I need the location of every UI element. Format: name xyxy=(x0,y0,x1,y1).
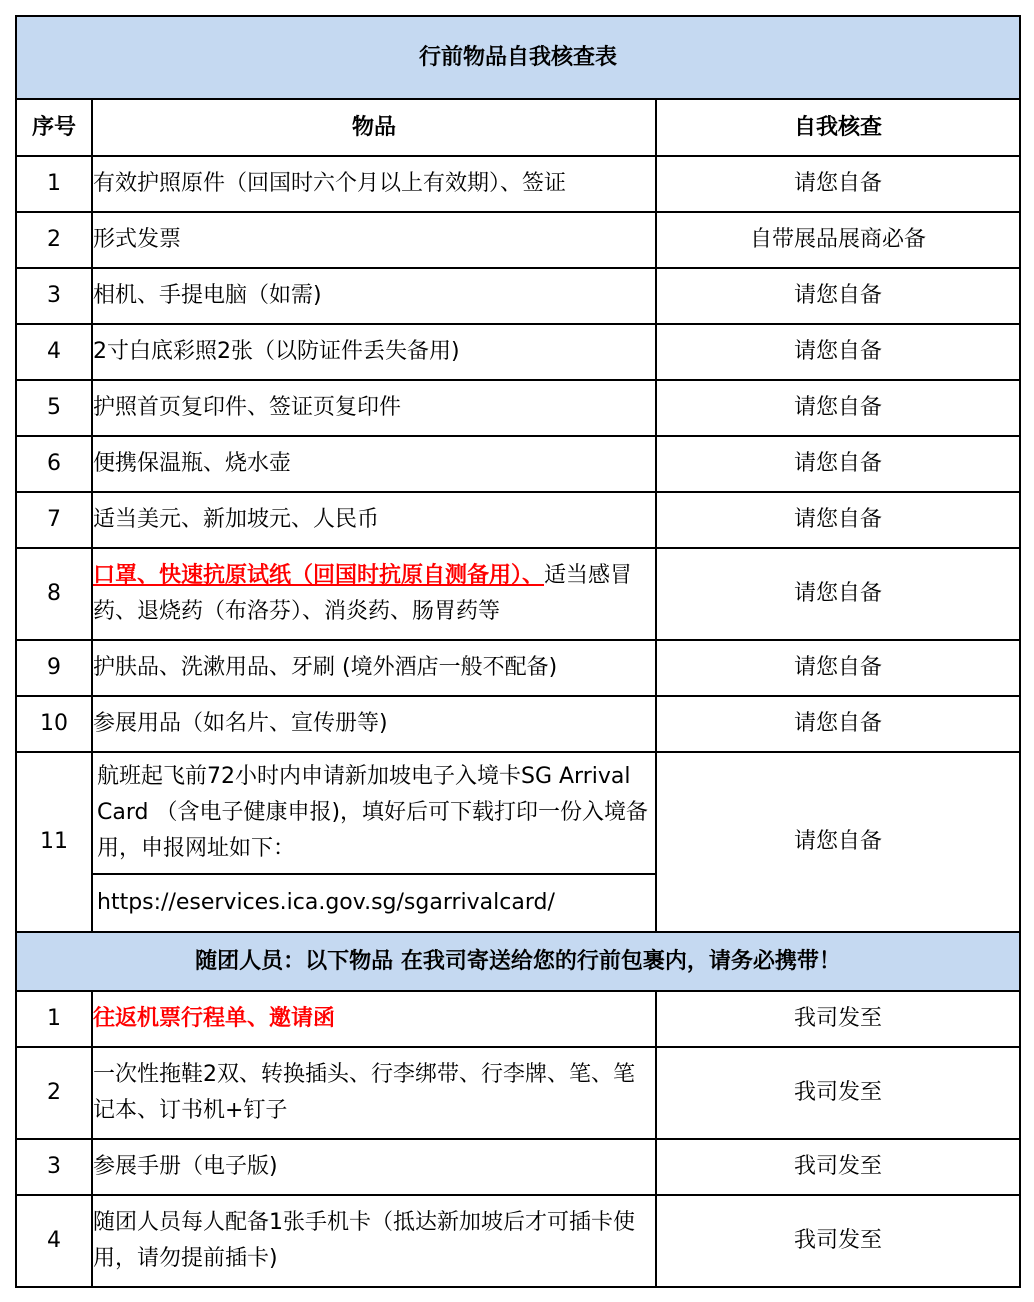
row-number: 7 xyxy=(16,492,92,548)
table-row xyxy=(16,1139,1020,1195)
row-check: 请您自备 xyxy=(656,436,1020,492)
row-check: 请您自备 xyxy=(656,696,1020,752)
table-row xyxy=(16,492,1020,548)
highlight-text: 往返机票行程单、邀请函 xyxy=(93,1006,336,1031)
row-number: 10 xyxy=(16,696,92,752)
row-number: 2 xyxy=(16,212,92,268)
row-check: 自带展品展商必备 xyxy=(656,212,1020,268)
row-item-text: 适当感冒药、退烧药（布洛芬）、消炎药、肠胃药等 xyxy=(93,563,633,624)
table-row xyxy=(16,1047,1020,1139)
row-check: 请您自备 xyxy=(656,380,1020,436)
row-item: 便携保温瓶、烧水壶 xyxy=(92,436,656,492)
row-item: 参展手册（电子版) xyxy=(92,1139,656,1195)
row-check: 请您自备 xyxy=(656,156,1020,212)
row-item: 有效护照原件（回国时六个月以上有效期）、签证 xyxy=(92,156,656,212)
row-check: 我司发至 xyxy=(656,1139,1020,1195)
row-check: 请您自备 xyxy=(656,324,1020,380)
table-row xyxy=(16,548,1020,640)
table-row xyxy=(16,752,1020,932)
row-item: 参展用品（如名片、宣传册等) xyxy=(92,696,656,752)
row-check: 我司发至 xyxy=(656,1047,1020,1139)
url-text[interactable]: https://eservices.ica.gov.sg/sgarrivalcard/ xyxy=(97,890,555,915)
row-item: 一次性拖鞋2双、转换插头、行李绑带、行李牌、笔、笔记本、订书机+钉子 xyxy=(92,1047,656,1139)
row-item-text: 航班起飞前72小时内申请新加坡电子入境卡SG Arrival Card （含电子健康申报)，填好后可下载打印一份入境备用，申报网址如下： xyxy=(97,764,649,861)
header-no: 序号 xyxy=(16,99,92,156)
row-number: 9 xyxy=(16,640,92,696)
row-item: 2寸白底彩照2张（以防证件丢失备用) xyxy=(92,324,656,380)
table-title: 行前物品自我核查表 xyxy=(16,16,1020,99)
row-item: 随团人员每人配备1张手机卡（抵达新加坡后才可插卡使用，请勿提前插卡) xyxy=(92,1195,656,1287)
row-check: 我司发至 xyxy=(656,991,1020,1047)
row-number: 5 xyxy=(16,380,92,436)
header-check: 自我核查 xyxy=(656,99,1020,156)
table-row xyxy=(16,436,1020,492)
row-item: 相机、手提电脑（如需) xyxy=(92,268,656,324)
table-row xyxy=(16,1195,1020,1287)
row-number: 4 xyxy=(16,1195,92,1287)
row-number: 8 xyxy=(16,548,92,640)
row-number: 3 xyxy=(16,1139,92,1195)
table-row xyxy=(16,991,1020,1047)
row-check: 请您自备 xyxy=(656,752,1020,932)
row-number: 11 xyxy=(16,752,92,932)
table-row xyxy=(16,380,1020,436)
row-item xyxy=(92,548,656,640)
row-item xyxy=(92,991,656,1047)
row-check: 请您自备 xyxy=(656,548,1020,640)
header-item: 物品 xyxy=(92,99,656,156)
table-row xyxy=(16,268,1020,324)
table-row xyxy=(16,696,1020,752)
row-check: 请您自备 xyxy=(656,492,1020,548)
row-number: 6 xyxy=(16,436,92,492)
arrival-card-url[interactable] xyxy=(93,875,655,931)
table-row xyxy=(16,640,1020,696)
row-check: 请您自备 xyxy=(656,640,1020,696)
checklist-table xyxy=(15,15,1021,1288)
row-item: 护照首页复印件、签证页复印件 xyxy=(92,380,656,436)
table-row xyxy=(16,156,1020,212)
arrival-card-instructions xyxy=(93,753,655,875)
row-item xyxy=(92,752,656,932)
section-header: 随团人员：以下物品 在我司寄送给您的行前包裹内，请务必携带！ xyxy=(16,932,1020,991)
row-item: 形式发票 xyxy=(92,212,656,268)
row-number: 1 xyxy=(16,156,92,212)
row-number: 3 xyxy=(16,268,92,324)
table-row xyxy=(16,324,1020,380)
table-row xyxy=(16,212,1020,268)
row-item: 护肤品、洗漱用品、牙刷 (境外酒店一般不配备) xyxy=(92,640,656,696)
row-check: 请您自备 xyxy=(656,268,1020,324)
row-number: 2 xyxy=(16,1047,92,1139)
row-check: 我司发至 xyxy=(656,1195,1020,1287)
row-number: 1 xyxy=(16,991,92,1047)
row-number: 4 xyxy=(16,324,92,380)
highlight-text: 口罩、快速抗原试纸（回国时抗原自测备用）、 xyxy=(93,563,545,588)
row-item: 适当美元、新加坡元、人民币 xyxy=(92,492,656,548)
